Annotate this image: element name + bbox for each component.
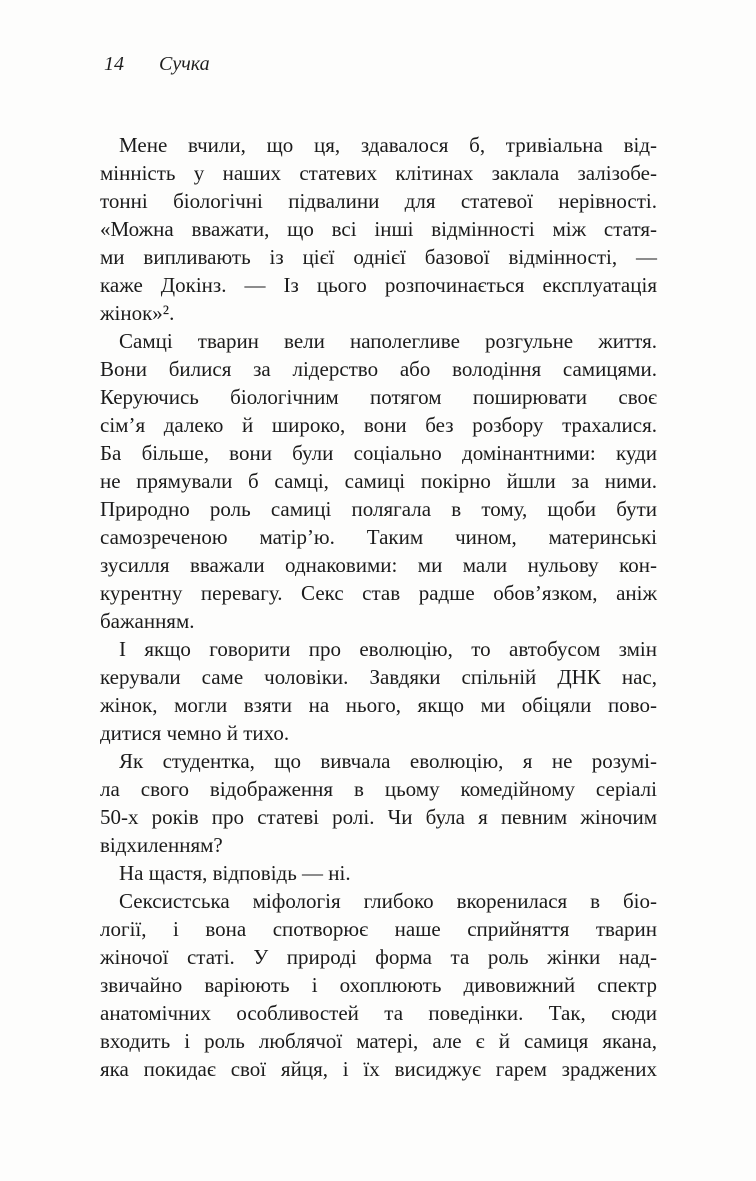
text-line: самозреченою матір’ю. Таким чином, материнські xyxy=(100,525,657,549)
text-line: каже Докінз. — Із цього розпочинається експлуатація xyxy=(100,273,657,297)
text-line: Сексистська міфологія глибоко вкоренилася в біо- xyxy=(119,889,657,913)
text-line: курентну перевагу. Секс став радше обов’язком, аніж xyxy=(100,581,657,605)
running-title: Сучка xyxy=(159,53,210,75)
paragraph xyxy=(100,327,657,635)
text-line: входить і роль люблячої матері, але є й самиця якана, xyxy=(100,1029,657,1053)
text-line: мінність у наших статевих клітинах заклала залізобе- xyxy=(100,161,657,185)
text-line: відхиленням? xyxy=(100,833,223,857)
paragraph xyxy=(100,859,657,887)
text-line: звичайно варіюють і охоплюють дивовижний спектр xyxy=(100,973,657,997)
text-line: І якщо говорити про еволюцію, то автобусом змін xyxy=(119,637,657,661)
text-line: логії, і вона спотворює наше сприйняття тварин xyxy=(100,917,657,941)
text-line: Керуючись біологічним потягом поширювати своє xyxy=(100,385,657,409)
text-line: жінок»². xyxy=(100,301,175,325)
paragraph xyxy=(100,131,657,327)
body-text xyxy=(100,131,657,1083)
paragraph xyxy=(100,887,657,1083)
text-line: Природно роль самиці полягала в тому, щоби бути xyxy=(100,497,657,521)
text-line: анатомічних особливостей та поведінки. Так, сюди xyxy=(100,1001,657,1025)
page-number: 14 xyxy=(104,53,124,75)
text-line: тонні біологічні підвалини для статевої нерівності. xyxy=(100,189,657,213)
paragraph xyxy=(100,747,657,859)
text-line: зусилля вважали однаковими: ми мали нульову кон- xyxy=(100,553,657,577)
text-line: дитися чемно й тихо. xyxy=(100,721,290,745)
page-header xyxy=(100,52,657,76)
text-line: не прямували б самці, самиці покірно йшли за ними. xyxy=(100,469,657,493)
text-line: Ба більше, вони були соціально домінантними: куди xyxy=(100,441,657,465)
text-line: Самці тварин вели наполегливе розгульне життя. xyxy=(119,329,657,353)
text-line: сім’я далеко й широко, вони без розбору трахалися. xyxy=(100,413,657,437)
text-line: ла свого відображення в цьому комедійному серіалі xyxy=(100,777,657,801)
text-line: На щастя, відповідь — ні. xyxy=(119,861,351,885)
text-line: яка покидає свої яйця, і їх висиджує гарем зраджених xyxy=(100,1057,657,1081)
text-line: Вони билися за лідерство або володіння самицями. xyxy=(100,357,657,381)
paragraph xyxy=(100,635,657,747)
text-line: «Можна вважати, що всі інші відмінності між статя- xyxy=(100,217,657,241)
text-line: Як студентка, що вивчала еволюцію, я не розумі- xyxy=(119,749,657,773)
text-line: 50-х років про статеві ролі. Чи була я певним жіночим xyxy=(100,805,657,829)
text-line: жіночої статі. У природі форма та роль жінки над- xyxy=(100,945,657,969)
text-line: керували саме чоловіки. Завдяки спільній ДНК нас, xyxy=(100,665,657,689)
text-line: Мене вчили, що ця, здавалося б, тривіальна від- xyxy=(119,133,657,157)
text-line: бажанням. xyxy=(100,609,195,633)
text-line: жінок, могли взяти на нього, якщо ми обіцяли пово- xyxy=(100,693,657,717)
text-line: ми випливають із цієї однієї базової відмінності, — xyxy=(100,245,657,269)
